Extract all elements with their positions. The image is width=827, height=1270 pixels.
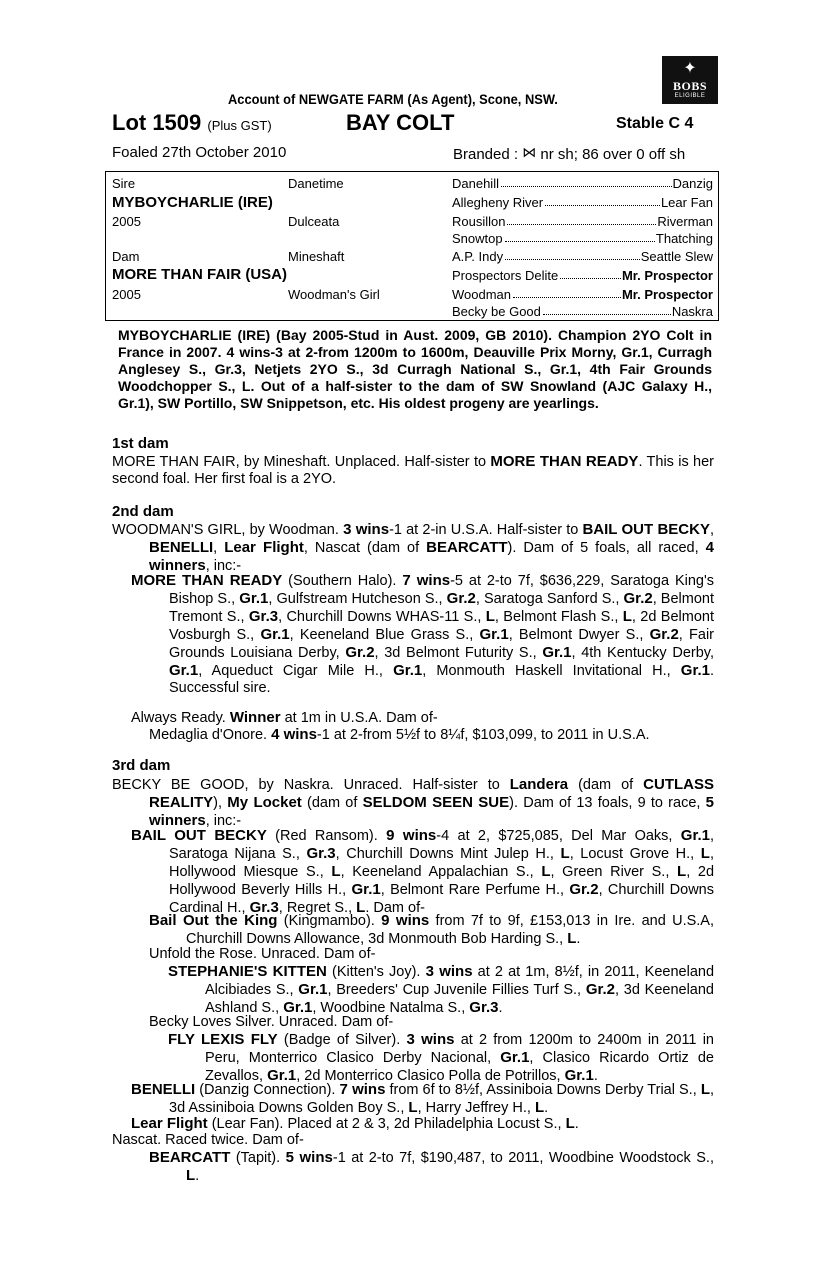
second-dam-text: WOODMAN'S GIRL, by Woodman. 3 wins-1 at 2-in U.S.A. Half-sister to BAIL OUT BECKY, BENELLI, Lear Flight, Nascat (dam of BEARCATT). Dam of 5 foals, all raced, 4 winners, inc:- (112, 521, 714, 574)
progeny-always-ready: Always Ready. Winner at 1m in U.S.A. Dam of- (131, 709, 438, 726)
progeny-more-than-ready: MORE THAN READY (Southern Halo). 7 wins-5 at 2-to 7f, $636,229, Saratoga King's Bishop S., Gr.1, Gulfstream Hutcheson S., Gr.2, Saratoga Sanford S., Gr.2, Belmont Tremont S., Gr.3, Churchill Downs WHAS-11 S., L, Belmont Flash S., L, 2d Belmont Vosburgh S., Gr.1, Keeneland Blue Grass S., Gr.1, Belmont Dwyer S., Gr.2, Fair Grounds Louisiana Derby, Gr.2, 3d Belmont Futurity S., Gr.1, 4th Kentucky Derby, Gr.1, Aqueduct Cigar Mile H., Gr.1, Monmouth Haskell Invitational H., Gr.1. Successful sire. (131, 572, 714, 696)
progeny-bail-out-the-king: Bail Out the King (Kingmambo). 9 wins from 7f to 9f, £153,013 in Ire. and U.S.A, Churchill Downs Allowance, 3d Monmouth Bob Harding S., L. (149, 912, 715, 947)
gst-note: (Plus GST) (207, 118, 272, 133)
bobs-logo (662, 56, 718, 104)
horse-icon: ✦ (683, 60, 697, 77)
progeny-medaglia: Medaglia d'Onore. 4 wins-1 at 2-from 5½f to 8¼f, $103,099, to 2011 in U.S.A. (149, 726, 650, 743)
dam-name: MORE THAN FAIR (USA) (112, 266, 287, 283)
branded-label: Branded : (453, 146, 519, 163)
grandparent-row: Prospectors Delite Mr. Prospector (452, 268, 713, 283)
stable-location: Stable C 4 (616, 115, 694, 132)
grandparent-row: Becky be Good Naskra (452, 304, 713, 319)
first-dam-text: MORE THAN FAIR, by Mineshaft. Unplaced. Half-sister to MORE THAN READY. This is her second foal. Her first foal is a 2YO. (112, 453, 714, 487)
grandparent-row: Rousillon Riverman (452, 214, 713, 229)
foaled-date: Foaled 27th October 2010 (112, 144, 287, 161)
progeny-fly-lexis-fly: FLY LEXIS FLY (Badge of Silver). 3 wins at 2 from 1200m to 2400m in 2011 in Peru, Monterrico Clasico Derby Nacional, Gr.1, Clasico Ricardo Ortiz de Zevallos, Gr.1, 2d Monterrico Clasico Polla de Potrillos, Gr.1. (168, 1031, 714, 1084)
grandparent-row: Woodman Mr. Prospector (452, 287, 713, 302)
logo-text: BOBS (672, 79, 707, 93)
pedigree-table (105, 171, 719, 321)
sire-label: Sire (112, 176, 136, 191)
progeny-nascat: Nascat. Raced twice. Dam of- (112, 1132, 304, 1148)
dam-year: 2005 (112, 287, 141, 302)
progeny-benelli: BENELLI (Danzig Connection). 7 wins from 6f to 8½f, Assiniboia Downs Derby Trial S., L, 3d Assiniboia Downs Golden Boy S., L, Harry Jeffrey H., L. (131, 1081, 715, 1116)
sex-colour: BAY COLT (346, 110, 455, 135)
progeny-bearcatt: BEARCATT (Tapit). 5 wins-1 at 2-to 7f, $190,487, to 2011, Woodbine Woodstock S., L. (149, 1149, 714, 1184)
sire-sire: Danetime (288, 176, 344, 191)
sire-year: 2005 (112, 214, 141, 229)
vendor-account: Account of NEWGATE FARM (As Agent), Scone, NSW. (228, 91, 558, 107)
grandparent-row: Allegheny River Lear Fan (452, 195, 713, 210)
branded-text: nr sh; 86 over 0 off sh (540, 146, 686, 163)
third-dam-heading: 3rd dam (112, 757, 171, 774)
first-dam-heading: 1st dam (112, 435, 169, 452)
progeny-lear-flight: Lear Flight (Lear Fan). Placed at 2 & 3, 2d Philadelphia Locust S., L. (131, 1115, 579, 1132)
second-dam-heading: 2nd dam (112, 503, 174, 520)
logo-subtext: ELIGIBLE (674, 93, 706, 99)
dam-label: Dam (112, 249, 140, 264)
dam-dam: Woodman's Girl (288, 287, 380, 302)
brand-info (453, 144, 685, 163)
grandparent-row: Snowtop Thatching (452, 231, 713, 246)
progeny-unfold-the-rose: Unfold the Rose. Unraced. Dam of- (149, 946, 376, 962)
third-dam-text: BECKY BE GOOD, by Naskra. Unraced. Half-sister to Landera (dam of CUTLASS REALITY), My Locket (dam of SELDOM SEEN SUE). Dam of 13 foals, 9 to race, 5 winners, inc:- (112, 776, 714, 829)
sire-summary: MYBOYCHARLIE (IRE) (Bay 2005-Stud in Aust. 2009, GB 2010). Champion 2YO Colt in France in 2007. 4 wins-3 at 2-from 1200m to 1600m, Deauville Prix Morny, Gr.1, Curragh Anglesey S., Gr.3, Netjets 2YO S., 3d Curragh National S., Gr.1, 4th Fair Grounds Woodchopper S., L. Out of a half-sister to the dam of SW Snowland (AJC Galaxy H., Gr.1), SW Portillo, SW Snippetson, etc. His oldest progeny are yearlings. (118, 327, 712, 411)
sire-name: MYBOYCHARLIE (IRE) (112, 194, 273, 211)
grandparent-row: A.P. Indy Seattle Slew (452, 249, 713, 264)
grandparent-row: Danehill Danzig (452, 176, 713, 191)
lot-number (112, 110, 272, 136)
progeny-becky-loves-silver: Becky Loves Silver. Unraced. Dam of- (149, 1014, 394, 1030)
lot-label: Lot 1509 (112, 110, 202, 135)
progeny-bail-out-becky: BAIL OUT BECKY (Red Ransom). 9 wins-4 at 2, $725,085, Del Mar Oaks, Gr.1, Saratoga Nijana S., Gr.3, Churchill Downs Mint Julep H., L, Locust Grove H., L, Hollywood Miesque S., L, Keeneland Appalachian S., L, Green River S., L, 2d Hollywood Beverly Hills H., Gr.1, Belmont Rare Perfume H., Gr.2, Churchill Downs Cardinal H., Gr.3, Regret S., L. Dam of- (131, 827, 715, 916)
progeny-stephanies-kitten: STEPHANIE'S KITTEN (Kitten's Joy). 3 wins at 2 at 1m, 8½f, in 2011, Keeneland Alcibiades S., Gr.1, Breeders' Cup Juvenile Fillies Turf S., Gr.2, 3d Keeneland Ashland S., Gr.1, Woodbine Natalma S., Gr.3. (168, 963, 715, 1016)
dam-sire: Mineshaft (288, 249, 345, 264)
sire-dam: Dulceata (288, 214, 340, 229)
brand-mark-icon: ⋈ (522, 144, 537, 160)
